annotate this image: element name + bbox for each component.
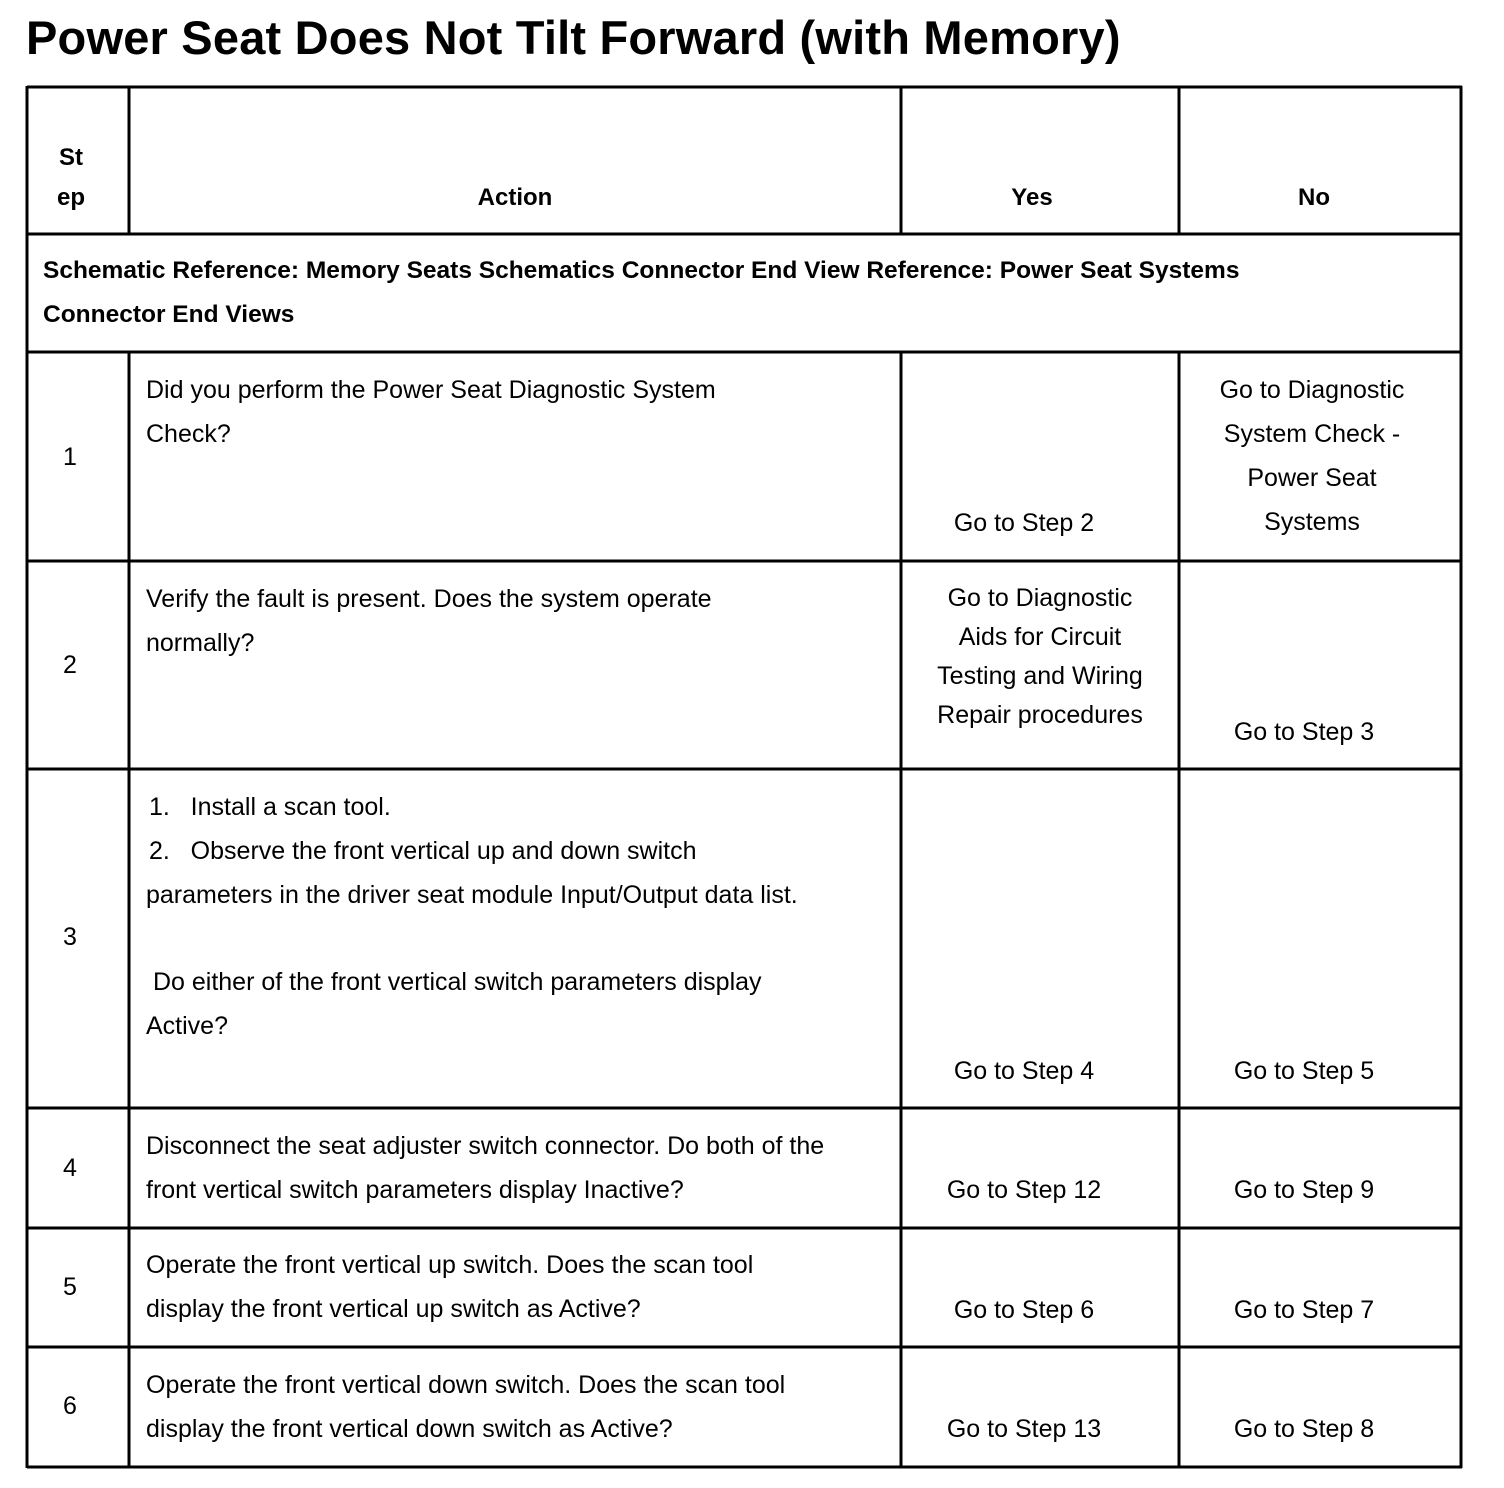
page-title: Power Seat Does Not Tilt Forward (with Memory): [26, 11, 1121, 64]
action-text: Disconnect the seat adjuster switch connector. Do both of the front vertical switch parameters display Inactive?: [146, 1132, 825, 1204]
action-text: [146, 785, 846, 1048]
header-action: Action: [477, 184, 553, 211]
yes-result: [902, 579, 1178, 735]
yes-result: Go to Step 12: [946, 1176, 1102, 1204]
header-yes: Yes: [1011, 184, 1053, 211]
schematic-reference: Schematic Reference: Memory Seats Schematics Connector End View Reference: Power Seat Systems Connector End Views: [43, 257, 1240, 328]
header-step-line1: St: [59, 144, 83, 171]
yes-result-line: Go to Diagnostic: [947, 584, 1133, 612]
list-item: 1. Install a scan tool.: [149, 793, 391, 821]
yes-result-line: Aids for Circuit: [958, 623, 1122, 651]
yes-result-line: Repair procedures: [937, 701, 1143, 729]
no-result: Go to Step 5: [1233, 1057, 1375, 1085]
header-no: No: [1298, 184, 1330, 211]
yes-result: Go to Step 13: [946, 1415, 1102, 1443]
step-number: 2: [63, 651, 77, 679]
step-number: 5: [63, 1273, 77, 1301]
no-result: Go to Step 9: [1233, 1176, 1375, 1204]
header-step-line2: ep: [56, 184, 85, 211]
yes-result-line: Testing and Wiring: [937, 662, 1143, 690]
list-item-continued: parameters in the driver seat module Input/Output data list.: [146, 881, 798, 909]
no-result-line: System Check -: [1223, 420, 1401, 448]
no-result: Go to Step 8: [1233, 1415, 1375, 1443]
step-number: 6: [63, 1392, 77, 1420]
action-text: Operate the front vertical down switch. Does the scan tool display the front vertical down switch as Active?: [146, 1371, 786, 1443]
action-text: Operate the front vertical up switch. Does the scan tool display the front vertical up switch as Active?: [146, 1251, 754, 1323]
step-number: 4: [63, 1154, 77, 1182]
list-item: 2. Observe the front vertical up and down switch: [149, 837, 697, 865]
yes-result: Go to Step 4: [953, 1057, 1095, 1085]
step-number: 3: [63, 923, 77, 951]
no-result: Go to Step 3: [1233, 718, 1375, 746]
yes-result: Go to Step 6: [953, 1296, 1095, 1324]
header-step: [28, 138, 114, 218]
yes-result: Go to Step 2: [953, 509, 1095, 537]
action-text: Did you perform the Power Seat Diagnostic System Check?: [146, 376, 716, 448]
action-text: Verify the fault is present. Does the system operate normally?: [146, 585, 712, 657]
no-result: [1180, 368, 1444, 544]
no-result: Go to Step 7: [1233, 1296, 1375, 1324]
no-result-line: Go to Diagnostic: [1219, 376, 1405, 404]
no-result-line: Power Seat: [1247, 464, 1377, 492]
no-result-line: Systems: [1264, 508, 1360, 536]
step-number: 1: [63, 443, 77, 471]
question-text: Do either of the front vertical switch parameters display Active?: [146, 968, 768, 1040]
